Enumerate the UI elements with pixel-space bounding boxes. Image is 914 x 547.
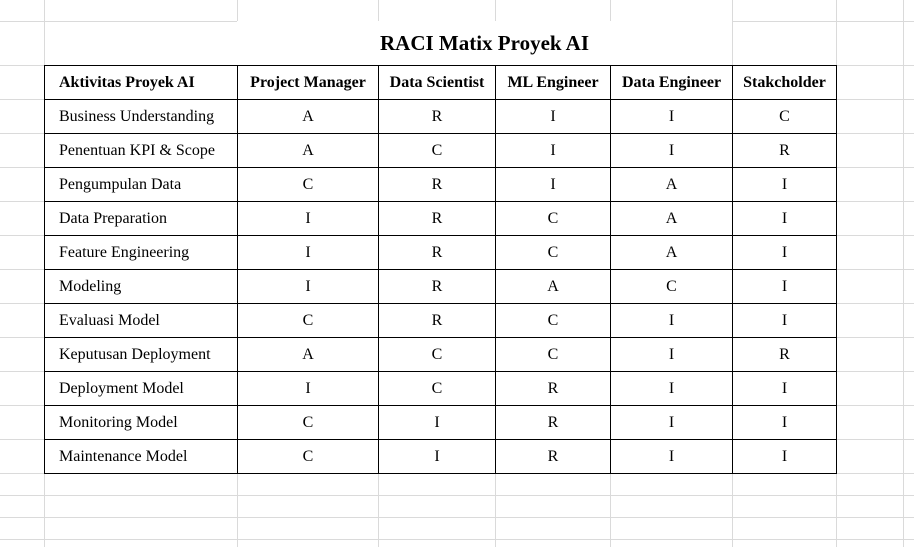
raci-cell-ml-engineer[interactable]: C — [496, 236, 611, 270]
raci-cell-ml-engineer[interactable]: I — [496, 134, 611, 168]
raci-cell-stakeholder[interactable]: I — [733, 304, 837, 338]
raci-cell-ml-engineer[interactable]: C — [496, 338, 611, 372]
gridline — [903, 0, 904, 547]
raci-cell-data-engineer[interactable]: C — [611, 270, 733, 304]
header-stakeholder[interactable]: Stakcholder — [733, 66, 837, 100]
raci-cell-stakeholder[interactable]: R — [733, 134, 837, 168]
table-row — [45, 406, 837, 440]
raci-cell-project-manager[interactable]: I — [238, 202, 379, 236]
table-row — [45, 304, 837, 338]
raci-cell-data-scientist[interactable]: R — [379, 304, 496, 338]
raci-cell-ml-engineer[interactable]: R — [496, 372, 611, 406]
raci-cell-data-scientist[interactable]: R — [379, 270, 496, 304]
raci-cell-project-manager[interactable]: A — [238, 338, 379, 372]
raci-cell-data-scientist[interactable]: C — [379, 134, 496, 168]
gridline — [0, 495, 914, 496]
raci-cell-project-manager[interactable]: C — [238, 406, 379, 440]
raci-cell-data-engineer[interactable]: A — [611, 236, 733, 270]
activity-cell[interactable]: Modeling — [45, 270, 238, 304]
raci-cell-project-manager[interactable]: A — [238, 134, 379, 168]
raci-cell-stakeholder[interactable]: I — [733, 168, 837, 202]
raci-cell-stakeholder[interactable]: I — [733, 202, 837, 236]
table-row — [45, 338, 837, 372]
raci-cell-data-engineer[interactable]: I — [611, 440, 733, 474]
raci-cell-data-engineer[interactable]: I — [611, 338, 733, 372]
activity-cell[interactable]: Pengumpulan Data — [45, 168, 238, 202]
header-activity[interactable]: Aktivitas Proyek AI — [45, 66, 238, 100]
table-row — [45, 100, 837, 134]
raci-cell-stakeholder[interactable]: C — [733, 100, 837, 134]
activity-cell[interactable]: Evaluasi Model — [45, 304, 238, 338]
raci-table — [44, 65, 837, 474]
raci-cell-project-manager[interactable]: I — [238, 372, 379, 406]
raci-cell-project-manager[interactable]: A — [238, 100, 379, 134]
activity-cell[interactable]: Penentuan KPI & Scope — [45, 134, 238, 168]
raci-cell-data-scientist[interactable]: R — [379, 100, 496, 134]
raci-cell-data-engineer[interactable]: I — [611, 406, 733, 440]
raci-cell-ml-engineer[interactable]: A — [496, 270, 611, 304]
header-ml-engineer[interactable]: ML Engineer — [496, 66, 611, 100]
raci-cell-stakeholder[interactable]: R — [733, 338, 837, 372]
raci-cell-stakeholder[interactable]: I — [733, 406, 837, 440]
activity-cell[interactable]: Business Understanding — [45, 100, 238, 134]
header-project-manager[interactable]: Project Manager — [238, 66, 379, 100]
sheet-title[interactable]: RACI Matix Proyek AI — [237, 21, 732, 65]
raci-cell-data-scientist[interactable]: C — [379, 338, 496, 372]
raci-cell-data-scientist[interactable]: C — [379, 372, 496, 406]
raci-cell-ml-engineer[interactable]: C — [496, 304, 611, 338]
table-row — [45, 134, 837, 168]
activity-cell[interactable]: Deployment Model — [45, 372, 238, 406]
raci-cell-data-scientist[interactable]: I — [379, 406, 496, 440]
raci-cell-project-manager[interactable]: C — [238, 440, 379, 474]
table-row — [45, 270, 837, 304]
activity-cell[interactable]: Data Preparation — [45, 202, 238, 236]
raci-cell-project-manager[interactable]: I — [238, 270, 379, 304]
raci-cell-stakeholder[interactable]: I — [733, 270, 837, 304]
activity-cell[interactable]: Maintenance Model — [45, 440, 238, 474]
header-row — [45, 66, 837, 100]
raci-cell-project-manager[interactable]: C — [238, 168, 379, 202]
raci-cell-data-engineer[interactable]: I — [611, 100, 733, 134]
table-row — [45, 168, 837, 202]
raci-cell-data-engineer[interactable]: I — [611, 134, 733, 168]
raci-cell-project-manager[interactable]: I — [238, 236, 379, 270]
activity-cell[interactable]: Feature Engineering — [45, 236, 238, 270]
raci-cell-data-engineer[interactable]: I — [611, 372, 733, 406]
raci-cell-ml-engineer[interactable]: R — [496, 440, 611, 474]
raci-cell-project-manager[interactable]: C — [238, 304, 379, 338]
raci-cell-data-engineer[interactable]: A — [611, 202, 733, 236]
activity-cell[interactable]: Monitoring Model — [45, 406, 238, 440]
table-row — [45, 440, 837, 474]
header-data-scientist[interactable]: Data Scientist — [379, 66, 496, 100]
raci-cell-data-scientist[interactable]: R — [379, 202, 496, 236]
raci-cell-data-scientist[interactable]: R — [379, 236, 496, 270]
table-row — [45, 236, 837, 270]
raci-cell-data-engineer[interactable]: A — [611, 168, 733, 202]
raci-cell-stakeholder[interactable]: I — [733, 372, 837, 406]
raci-cell-ml-engineer[interactable]: I — [496, 168, 611, 202]
raci-cell-data-scientist[interactable]: R — [379, 168, 496, 202]
raci-cell-ml-engineer[interactable]: C — [496, 202, 611, 236]
raci-cell-data-scientist[interactable]: I — [379, 440, 496, 474]
raci-cell-data-engineer[interactable]: I — [611, 304, 733, 338]
raci-cell-ml-engineer[interactable]: R — [496, 406, 611, 440]
table-row — [45, 202, 837, 236]
gridline — [0, 517, 914, 518]
raci-cell-stakeholder[interactable]: I — [733, 440, 837, 474]
header-data-engineer[interactable]: Data Engineer — [611, 66, 733, 100]
table-row — [45, 372, 837, 406]
raci-cell-ml-engineer[interactable]: I — [496, 100, 611, 134]
activity-cell[interactable]: Keputusan Deployment — [45, 338, 238, 372]
gridline — [0, 539, 914, 540]
raci-cell-stakeholder[interactable]: I — [733, 236, 837, 270]
